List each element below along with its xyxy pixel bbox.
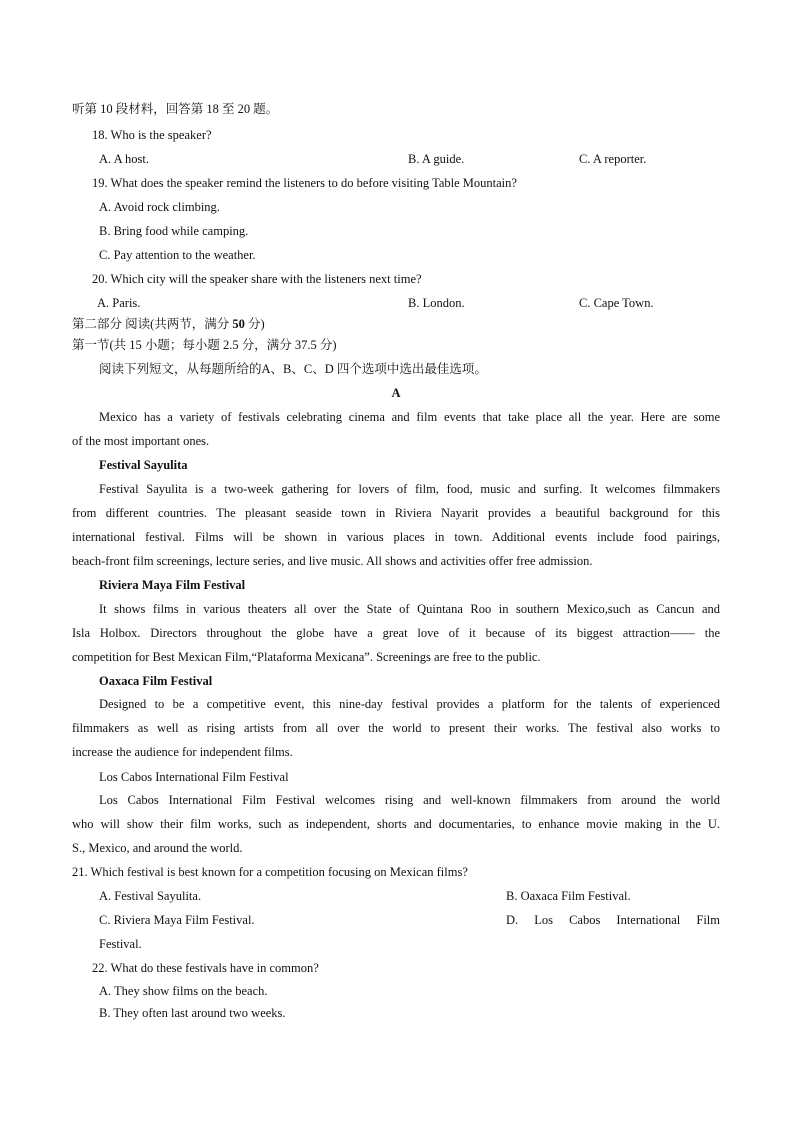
intro-line-2: of the most important ones. (72, 434, 210, 448)
f3-line-3: increase the audience for independent films. (72, 745, 293, 759)
part2-title: 第二部分 阅读(共两节，满分 50 分) (72, 317, 265, 331)
section-header: 听第 10 段材料，回答第 18 至 20 题。 (72, 102, 279, 116)
f4-line-3: S., Mexico, and around the world. (72, 841, 243, 855)
passage-label: A (391, 386, 401, 400)
q20-option-c: C. Cape Town. (579, 296, 654, 310)
q21-option-a: A. Festival Sayulita. (99, 889, 202, 903)
question-22-stem: 22. What do these festivals have in common? (92, 961, 319, 975)
festival-4-title: Los Cabos International Film Festival (99, 770, 289, 784)
q21-option-b: B. Oaxaca Film Festival. (506, 889, 631, 903)
question-20-stem: 20. Which city will the speaker share with the listeners next time? (92, 272, 422, 286)
question-21-stem: 21. Which festival is best known for a competition focusing on Mexican films? (72, 865, 468, 879)
festival-2-title: Riviera Maya Film Festival (99, 578, 246, 592)
q18-option-b: B. A guide. (408, 152, 465, 166)
instruction: 阅读下列短文，从每题所给的A、B、C、D 四个选项中选出最佳选项。 (99, 362, 487, 376)
q21-option-c: C. Riviera Maya Film Festival. (99, 913, 255, 927)
f4-line-2: who will show their film works, such as independent, shorts and documentaries, to enhance movie making in the U. (72, 817, 720, 831)
q18-option-a: A. A host. (99, 152, 150, 166)
f3-line-1: Designed to be a competitive event, this nine-day festival provides a platform for the talents of experienced (99, 697, 720, 711)
q19-option-c: C. Pay attention to the weather. (99, 248, 256, 262)
intro-line-1: Mexico has a variety of festivals celebrating cinema and film events that take place all the year. Here are some (99, 410, 720, 424)
q20-option-a: A. Paris. (97, 296, 141, 310)
q22-option-a: A. They show films on the beach. (99, 984, 268, 998)
f2-line-1: It shows films in various theaters all over the State of Quintana Roo in southern Mexico,such as Cancun and (99, 602, 720, 616)
f1-line-4: beach-front film screenings, lecture series, and live music. All shows and activities offer free admission. (72, 554, 593, 568)
f2-line-2: Isla Holbox. Directors throughout the globe have a great love of it because of its biggest attraction—— the (72, 626, 720, 640)
q20-option-b: B. London. (408, 296, 465, 310)
f3-line-2: filmmakers as well as rising artists from all over the world to present their works. The festival also works to (72, 721, 720, 735)
section-1-title: 第一节(共 15 小题；每小题 2.5 分，满分 37.5 分) (72, 338, 337, 352)
q19-option-a: A. Avoid rock climbing. (99, 200, 220, 214)
question-19-stem: 19. What does the speaker remind the listeners to do before visiting Table Mountain? (92, 176, 517, 190)
question-18-stem: 18. Who is the speaker? (92, 128, 212, 142)
f4-line-1: Los Cabos International Film Festival welcomes rising and well-known filmmakers from around the world (99, 793, 720, 807)
f1-line-3: international festival. Films will be shown in various places in town. Additional events include food pairings, (72, 530, 720, 544)
festival-1-title: Festival Sayulita (99, 458, 188, 472)
q18-option-c: C. A reporter. (579, 152, 647, 166)
f1-line-2: from different countries. The pleasant seaside town in Riviera Nayarit provides a beautiful background for this (72, 506, 720, 520)
q21-option-d-line-2: Festival. (99, 937, 142, 951)
q22-option-b: B. They often last around two weeks. (99, 1006, 286, 1020)
f1-line-1: Festival Sayulita is a two-week gathering for lovers of film, food, music and surfing. It welcomes filmmakers (99, 482, 720, 496)
q19-option-b: B. Bring food while camping. (99, 224, 249, 238)
festival-3-title: Oaxaca Film Festival (99, 674, 213, 688)
q21-option-d-line-1: D. Los Cabos International Film (506, 913, 720, 927)
f2-line-3: competition for Best Mexican Film,“Plataforma Mexicana”. Screenings are free to the public. (72, 650, 541, 664)
